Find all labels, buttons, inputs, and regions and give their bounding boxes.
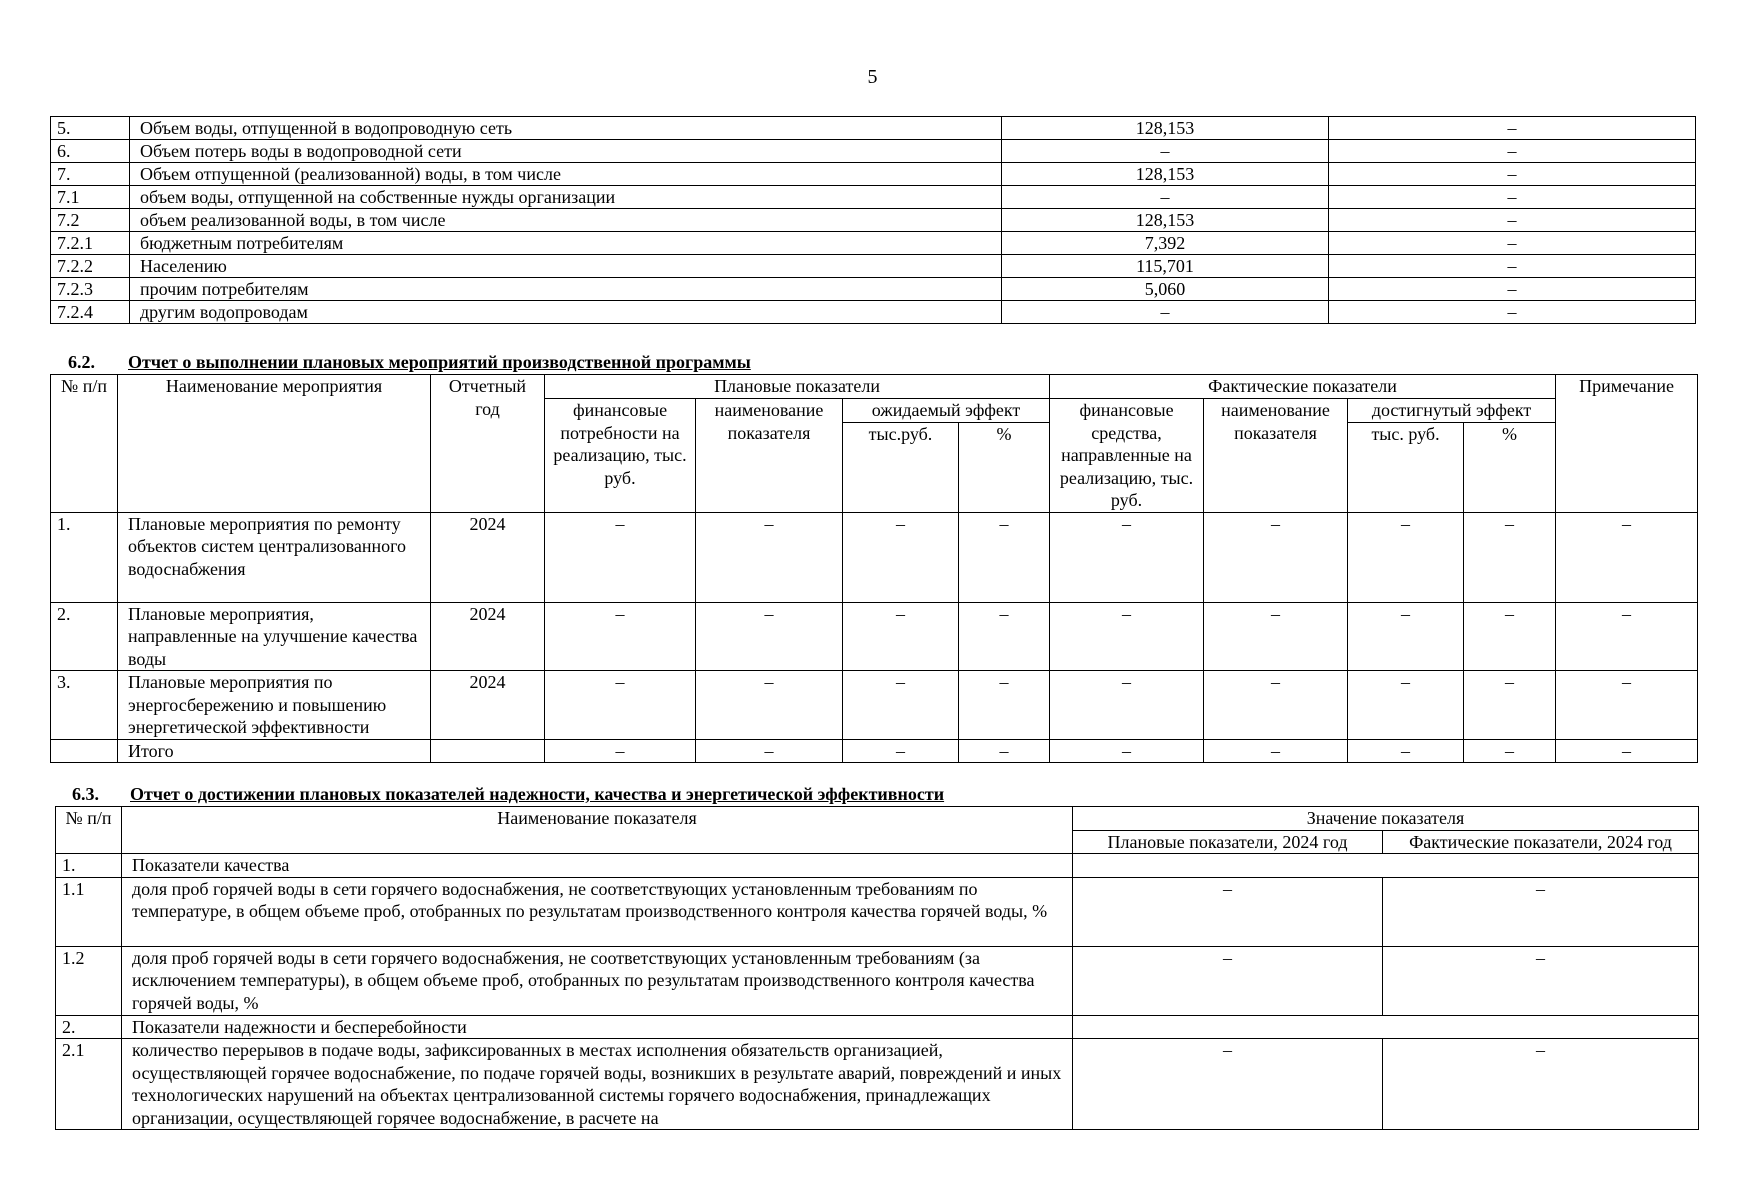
header-plan-rub: тыс.руб. [843,422,959,512]
row-number [51,739,118,763]
row-cell: – [1050,602,1204,671]
section-number: 6.3. [72,784,99,804]
row-cell: – [843,739,959,763]
row-value: – [1002,301,1329,324]
row-cell: – [545,512,696,602]
row-number: 2.1 [56,1039,122,1130]
row-cell: – [1464,512,1556,602]
row-name: Объем отпущенной (реализованной) воды, в том числе [130,163,1002,186]
row-cell: – [959,739,1050,763]
row-cell: – [1348,512,1464,602]
row-cell: – [959,512,1050,602]
header-fact-pct: % [1464,422,1556,512]
row-cell: – [1204,602,1348,671]
row-number: 1.2 [56,946,122,1015]
row-name: Показатели надежности и бесперебойности [122,1015,1073,1039]
row-name: Населению [130,255,1002,278]
header-fact-fin: финансовые средства, направленные на реализацию, тыс. руб. [1050,399,1204,513]
row-year: 2024 [431,512,545,602]
row-value: – [1002,186,1329,209]
header-fact: Фактические показатели, 2024 год [1383,830,1699,854]
row-value: 115,701 [1002,255,1329,278]
row-name: Показатели качества [122,854,1073,878]
table-row [51,278,1696,301]
row-number: 7.2 [51,209,130,232]
row-value: 7,392 [1002,232,1329,255]
table-row [51,232,1696,255]
row-cell: – [959,671,1050,740]
row-number: 1. [51,512,118,602]
table-row [51,186,1696,209]
table-row [51,512,1698,602]
row-name: доля проб горячей воды в сети горячего водоснабжения, не соответствующих установленным требованиям (за исключением температуры), в общем объеме проб, отобранных по результатам производственного контроля качества горячей воды, % [122,946,1073,1015]
row-number: 2. [51,602,118,671]
table-row [51,140,1696,163]
row-cell: – [1050,512,1204,602]
header-fact-ind: наименование показателя [1204,399,1348,513]
indicators-table [55,806,1699,1130]
row-number: 3. [51,671,118,740]
row-name: Итого [118,739,431,763]
header-plan: Плановые показатели [545,375,1050,399]
row-number: 7.2.1 [51,232,130,255]
row-number: 7.2.3 [51,278,130,301]
header-plan-ind: наименование показателя [696,399,843,513]
row-name: объем воды, отпущенной на собственные нужды организации [130,186,1002,209]
row-fact: – [1383,1039,1699,1130]
row-name: другим водопроводам [130,301,1002,324]
row-cell: – [1348,739,1464,763]
table-row [56,1039,1699,1130]
table-row [51,671,1698,740]
table-row [51,602,1698,671]
row-note: – [1329,301,1696,324]
row-name: Объем воды, отпущенной в водопроводную сеть [130,117,1002,140]
row-name: прочим потребителям [130,278,1002,301]
table-row [51,255,1696,278]
row-note: – [1329,186,1696,209]
page-number: 5 [867,66,878,88]
row-cell: – [1348,671,1464,740]
row-cell: – [1050,671,1204,740]
row-number: 1. [56,854,122,878]
section-title: Отчет о выполнении плановых мероприятий производственной программы [128,352,751,372]
row-cell: – [1556,739,1698,763]
row-year: 2024 [431,671,545,740]
row-cell: – [843,671,959,740]
row-cell: – [843,602,959,671]
row-cell: – [696,602,843,671]
row-cell: – [1204,671,1348,740]
row-number: 5. [51,117,130,140]
row-cell: – [1348,602,1464,671]
row-cell: – [545,739,696,763]
header-num: № п/п [56,807,122,854]
row-year [431,739,545,763]
row-note: – [1329,278,1696,301]
header-fact: Фактические показатели [1050,375,1556,399]
row-value: 5,060 [1002,278,1329,301]
row-value: – [1002,140,1329,163]
table-row [56,1015,1699,1039]
header-year: Отчетный год [431,375,545,513]
row-name: Плановые мероприятия по ремонту объектов систем централизованного водоснабжения [118,512,431,602]
row-number: 1.1 [56,877,122,946]
row-number: 7.1 [51,186,130,209]
header-value: Значение показателя [1073,807,1699,831]
row-note: – [1329,255,1696,278]
row-cell: – [696,512,843,602]
header-plan: Плановые показатели, 2024 год [1073,830,1383,854]
section-6-2-heading [68,352,751,373]
row-cell: – [1556,671,1698,740]
row-note: – [1329,140,1696,163]
row-year: 2024 [431,602,545,671]
row-name: количество перерывов в подаче воды, зафиксированных в местах исполнения обязательств организацией, осуществляющей горячее водоснабжение, по подаче горячей воды, возникших в результате аварий, повреждений и иных технологических нарушений на объектах централизованной системы горячего водоснабжения, принадлежащих организации, осуществляющей горячее водоснабжение, в расчете на [122,1039,1073,1130]
row-number: 6. [51,140,130,163]
row-plan: – [1073,946,1383,1015]
row-name: бюджетным потребителям [130,232,1002,255]
water-volume-table [50,116,1696,324]
row-cell: – [1464,739,1556,763]
row-fact: – [1383,946,1699,1015]
row-name: Плановые мероприятия по энергосбережению и повышению энергетической эффективности [118,671,431,740]
row-number: 7.2.2 [51,255,130,278]
row-cell: – [843,512,959,602]
row-cell: – [1050,739,1204,763]
row-cell: – [1204,739,1348,763]
row-cell: – [1556,602,1698,671]
row-note: – [1329,163,1696,186]
row-value-empty [1073,854,1699,878]
table-row [51,209,1696,232]
row-cell: – [1204,512,1348,602]
row-number: 7.2.4 [51,301,130,324]
header-plan-fin: финансовые потребности на реализацию, тыс. руб. [545,399,696,513]
planned-activities-table [50,374,1698,763]
header-note: Примечание [1556,375,1698,513]
row-cell: – [1556,512,1698,602]
row-name: Плановые мероприятия, направленные на улучшение качества воды [118,602,431,671]
header-fact-rub: тыс. руб. [1348,422,1464,512]
row-cell: – [545,602,696,671]
row-note: – [1329,117,1696,140]
header-name: Наименование показателя [122,807,1073,854]
row-cell: – [696,739,843,763]
table-row [56,854,1699,878]
row-name: Объем потерь воды в водопроводной сети [130,140,1002,163]
section-title: Отчет о достижении плановых показателей надежности, качества и энергетической эффективности [130,784,945,804]
table-row [51,301,1696,324]
row-fact: – [1383,877,1699,946]
table-row [56,946,1699,1015]
row-note: – [1329,232,1696,255]
section-6-3-heading [72,784,945,805]
table-row [51,163,1696,186]
row-note: – [1329,209,1696,232]
header-plan-effect: ожидаемый эффект [843,399,1050,423]
row-name: доля проб горячей воды в сети горячего водоснабжения, не соответствующих установленным требованиям по температуре, в общем объеме проб, отобранных по результатам производственного контроля качества горячей воды, % [122,877,1073,946]
row-number: 7. [51,163,130,186]
header-num: № п/п [51,375,118,513]
row-plan: – [1073,1039,1383,1130]
section-number: 6.2. [68,352,95,372]
row-value: 128,153 [1002,209,1329,232]
header-fact-effect: достигнутый эффект [1348,399,1556,423]
table-row [56,877,1699,946]
row-cell: – [696,671,843,740]
row-cell: – [1464,602,1556,671]
row-value-empty [1073,1015,1699,1039]
row-value: 128,153 [1002,163,1329,186]
row-cell: – [959,602,1050,671]
table-row [51,117,1696,140]
row-plan: – [1073,877,1383,946]
row-number: 2. [56,1015,122,1039]
row-cell: – [545,671,696,740]
header-name: Наименование мероприятия [118,375,431,513]
header-plan-pct: % [959,422,1050,512]
row-cell: – [1464,671,1556,740]
row-value: 128,153 [1002,117,1329,140]
table-row [51,739,1698,763]
row-name: объем реализованной воды, в том числе [130,209,1002,232]
